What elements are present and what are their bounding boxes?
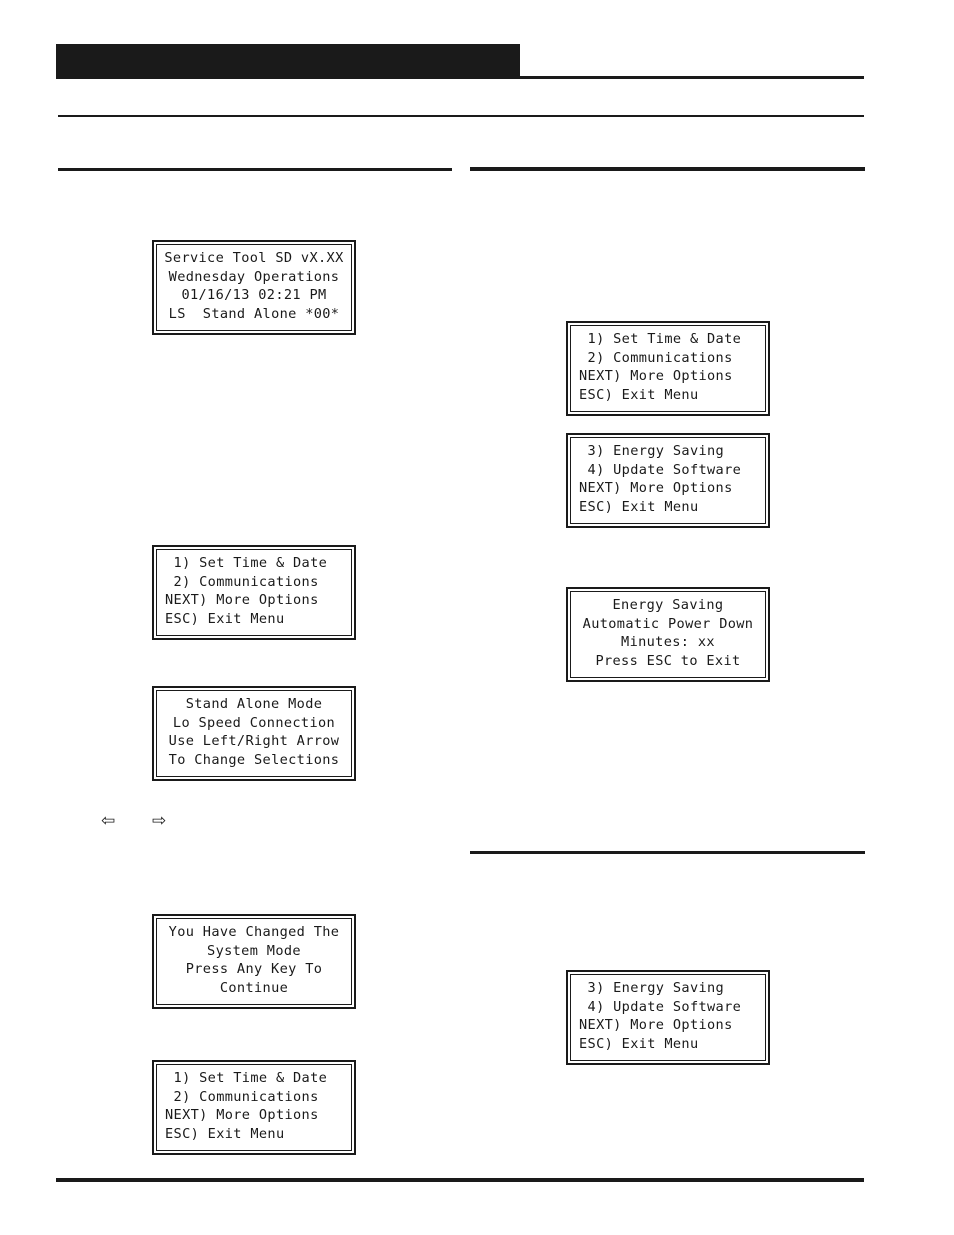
lcd-line: 2) Communications bbox=[165, 573, 319, 590]
lcd-line: NEXT) More Options bbox=[579, 1017, 733, 1034]
lcd-line: ESC) Exit Menu bbox=[165, 611, 285, 628]
lcd-line: Energy Saving bbox=[612, 597, 724, 613]
lcd-line: System Mode bbox=[207, 942, 301, 959]
lcd-line: NEXT) More Options bbox=[579, 480, 733, 497]
lcd-line: Minutes: xx bbox=[621, 634, 715, 651]
lcd-line: ESC) Exit Menu bbox=[579, 499, 699, 516]
lcd-line: Press Any Key To bbox=[185, 961, 323, 978]
lcd-line: 1) Set Time & Date bbox=[165, 555, 328, 571]
header-rule bbox=[56, 76, 864, 79]
lcd-line: Wednesday Operations bbox=[168, 268, 340, 285]
lcd-line: Automatic Power Down bbox=[582, 615, 754, 632]
lcd-line: 3) Energy Saving bbox=[579, 443, 725, 459]
lcd-line: 4) Update Software bbox=[579, 998, 742, 1015]
lcd-screen-menu-page-1 bbox=[152, 545, 356, 640]
lcd-line: ESC) Exit Menu bbox=[579, 1036, 699, 1053]
lcd-line: ESC) Exit Menu bbox=[165, 1126, 285, 1143]
header-title-bar bbox=[56, 44, 520, 78]
lcd-line: You Have Changed The bbox=[168, 924, 340, 940]
lcd-screen-menu-page-2-update bbox=[566, 970, 770, 1065]
right-section-heading-rule-2 bbox=[470, 851, 865, 854]
lcd-line: 1) Set Time & Date bbox=[165, 1070, 328, 1086]
lcd-line: NEXT) More Options bbox=[165, 1107, 319, 1124]
footer-rule bbox=[56, 1178, 864, 1182]
left-arrow-key-icon: ⇦ bbox=[101, 811, 116, 831]
lcd-line: To Change Selections bbox=[168, 752, 340, 769]
lcd-screen-stand-alone-mode bbox=[152, 686, 356, 781]
lcd-screen-energy-saving bbox=[566, 587, 770, 682]
lcd-line: 01/16/13 02:21 PM bbox=[181, 287, 327, 304]
lcd-line: ESC) Exit Menu bbox=[579, 387, 699, 404]
lcd-line: LS Stand Alone *00* bbox=[168, 306, 340, 323]
lcd-line: Press ESC to Exit bbox=[595, 653, 741, 670]
lcd-screen-main-status bbox=[152, 240, 356, 335]
lcd-line: NEXT) More Options bbox=[165, 592, 319, 609]
lcd-line: 2) Communications bbox=[579, 349, 733, 366]
lcd-line: Stand Alone Mode bbox=[185, 696, 323, 712]
lcd-line: 2) Communications bbox=[165, 1088, 319, 1105]
lcd-screen-menu-page-1-return bbox=[152, 1060, 356, 1155]
lcd-line: Use Left/Right Arrow bbox=[168, 733, 340, 750]
lcd-line: NEXT) More Options bbox=[579, 368, 733, 385]
lcd-screen-menu-page-2 bbox=[566, 433, 770, 528]
right-section-heading-rule bbox=[470, 167, 865, 171]
lcd-line: 3) Energy Saving bbox=[579, 980, 725, 996]
lcd-line: Service Tool SD vX.XX bbox=[164, 250, 344, 266]
lcd-screen-menu-page-1-right bbox=[566, 321, 770, 416]
right-arrow-key-icon: ⇨ bbox=[152, 811, 167, 831]
lcd-line: 1) Set Time & Date bbox=[579, 331, 742, 347]
left-section-heading-rule bbox=[58, 168, 452, 171]
lcd-line: Lo Speed Connection bbox=[172, 714, 336, 731]
lcd-line: Continue bbox=[219, 980, 289, 997]
lcd-screen-mode-changed bbox=[152, 914, 356, 1009]
section-rule bbox=[58, 115, 864, 117]
lcd-line: 4) Update Software bbox=[579, 461, 742, 478]
